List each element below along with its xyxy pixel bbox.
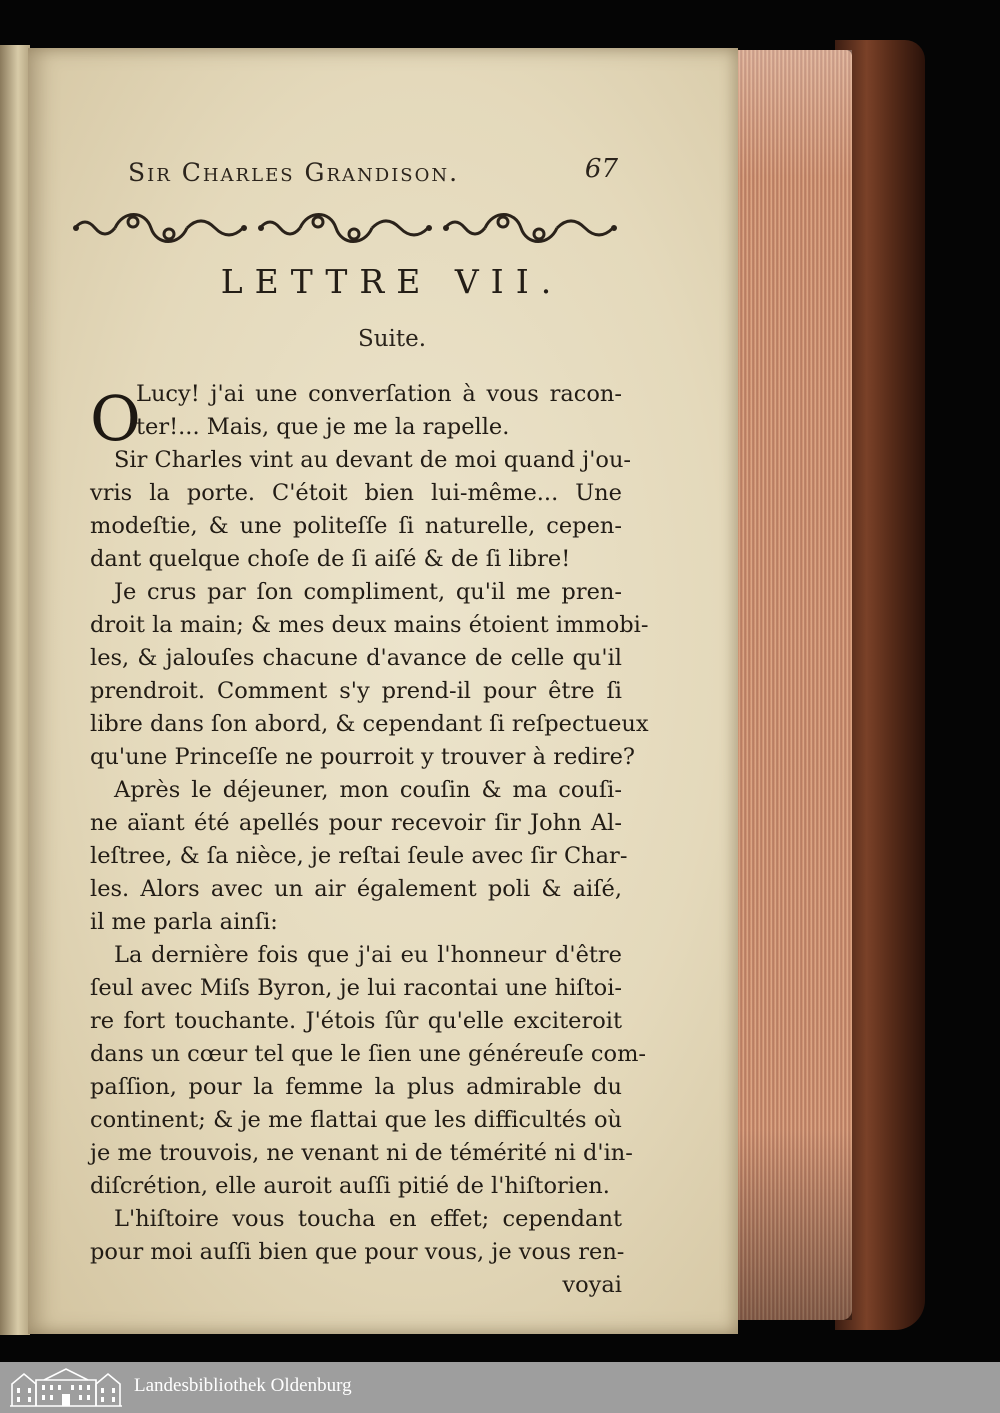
drop-cap: O (90, 382, 141, 455)
text-line: La dernière fois que j'ai eu l'honneur d'être (114, 942, 622, 968)
text-line: dans un cœur tel que le ſien une généreuſe com- (90, 1041, 647, 1067)
text-line: pour moi auſſi bien que pour vous, je vous ren- (90, 1239, 625, 1265)
letter-subheading: Suite. (357, 326, 427, 352)
text-line: droit la main; & mes deux mains étoient immobi- (90, 612, 649, 638)
text-line: vris la porte. C'étoit bien lui-même... Une (90, 480, 622, 506)
running-head-title: Sir Charles Grandison. (128, 158, 460, 187)
previous-page-edge (0, 45, 30, 1335)
text-line: prendroit. Comment s'y prend-il pour être ſi (90, 678, 622, 704)
library-building-icon (8, 1366, 124, 1408)
letter-heading: LETTRE VII. (220, 262, 564, 301)
text-line: dant quelque choſe de ſi aiſé & de ſi libre! (90, 546, 571, 572)
text-line: qu'une Princeſſe ne pourroit y trouver à redire? (90, 744, 635, 770)
running-head (128, 154, 618, 198)
book-page (28, 48, 738, 1334)
text-line: Lucy! j'ai une converſation à vous racon- (136, 381, 622, 407)
text-line: leſtree, & ſa nièce, je reſtai ſeule avec ſir Char- (90, 843, 628, 869)
text-line: paſſion, pour la femme la plus admirable du (90, 1074, 622, 1100)
text-line: diſcrétion, elle auroit auſſi pitié de l'hiſtorien. (90, 1173, 610, 1199)
text-line: modeſtie, & une politeſſe ſi naturelle, cepen- (90, 513, 622, 539)
text-line: ne aïant été apellés pour recevoir ſir John Al- (90, 810, 622, 836)
body-text (90, 378, 649, 1302)
text-line: re fort touchante. J'étois ſûr qu'elle exciteroit (90, 1008, 622, 1034)
text-line: continent; & je me flattai que les difficultés où (90, 1107, 622, 1133)
text-line: les, & jalouſes chacune d'avance de celle qu'il (90, 645, 622, 671)
text-line: L'hiſtoire vous toucha en effet; cependant (114, 1206, 622, 1232)
text-line: libre dans ſon abord, & cependant ſi reſpectueux (90, 711, 649, 737)
text-line: je me trouvois, ne venant ni de témérité ni d'in- (90, 1140, 633, 1166)
text-line: il me parla ainſi: (90, 909, 278, 935)
text-line: ſeul avec Miſs Byron, je lui racontai une hiſtoi- (90, 975, 622, 1001)
text-line: ter!... Mais, que je me la rapelle. (136, 414, 510, 440)
text-line: les. Alors avec un air également poli & aiſé, (90, 876, 622, 902)
footer-bar (0, 1362, 1000, 1413)
institution-name: Landesbibliothek Oldenburg (134, 1375, 352, 1396)
text-line: Après le déjeuner, mon couſin & ma couſi- (114, 777, 622, 803)
text-line: Je crus par ſon compliment, qu'il me pren- (114, 579, 622, 605)
ornament-band-icon (70, 206, 630, 250)
catchword: voyai (562, 1272, 622, 1298)
page-fore-edge (722, 50, 852, 1320)
text-line: Sir Charles vint au devant de moi quand j'ou- (114, 447, 632, 473)
page-number: 67 (584, 154, 618, 184)
